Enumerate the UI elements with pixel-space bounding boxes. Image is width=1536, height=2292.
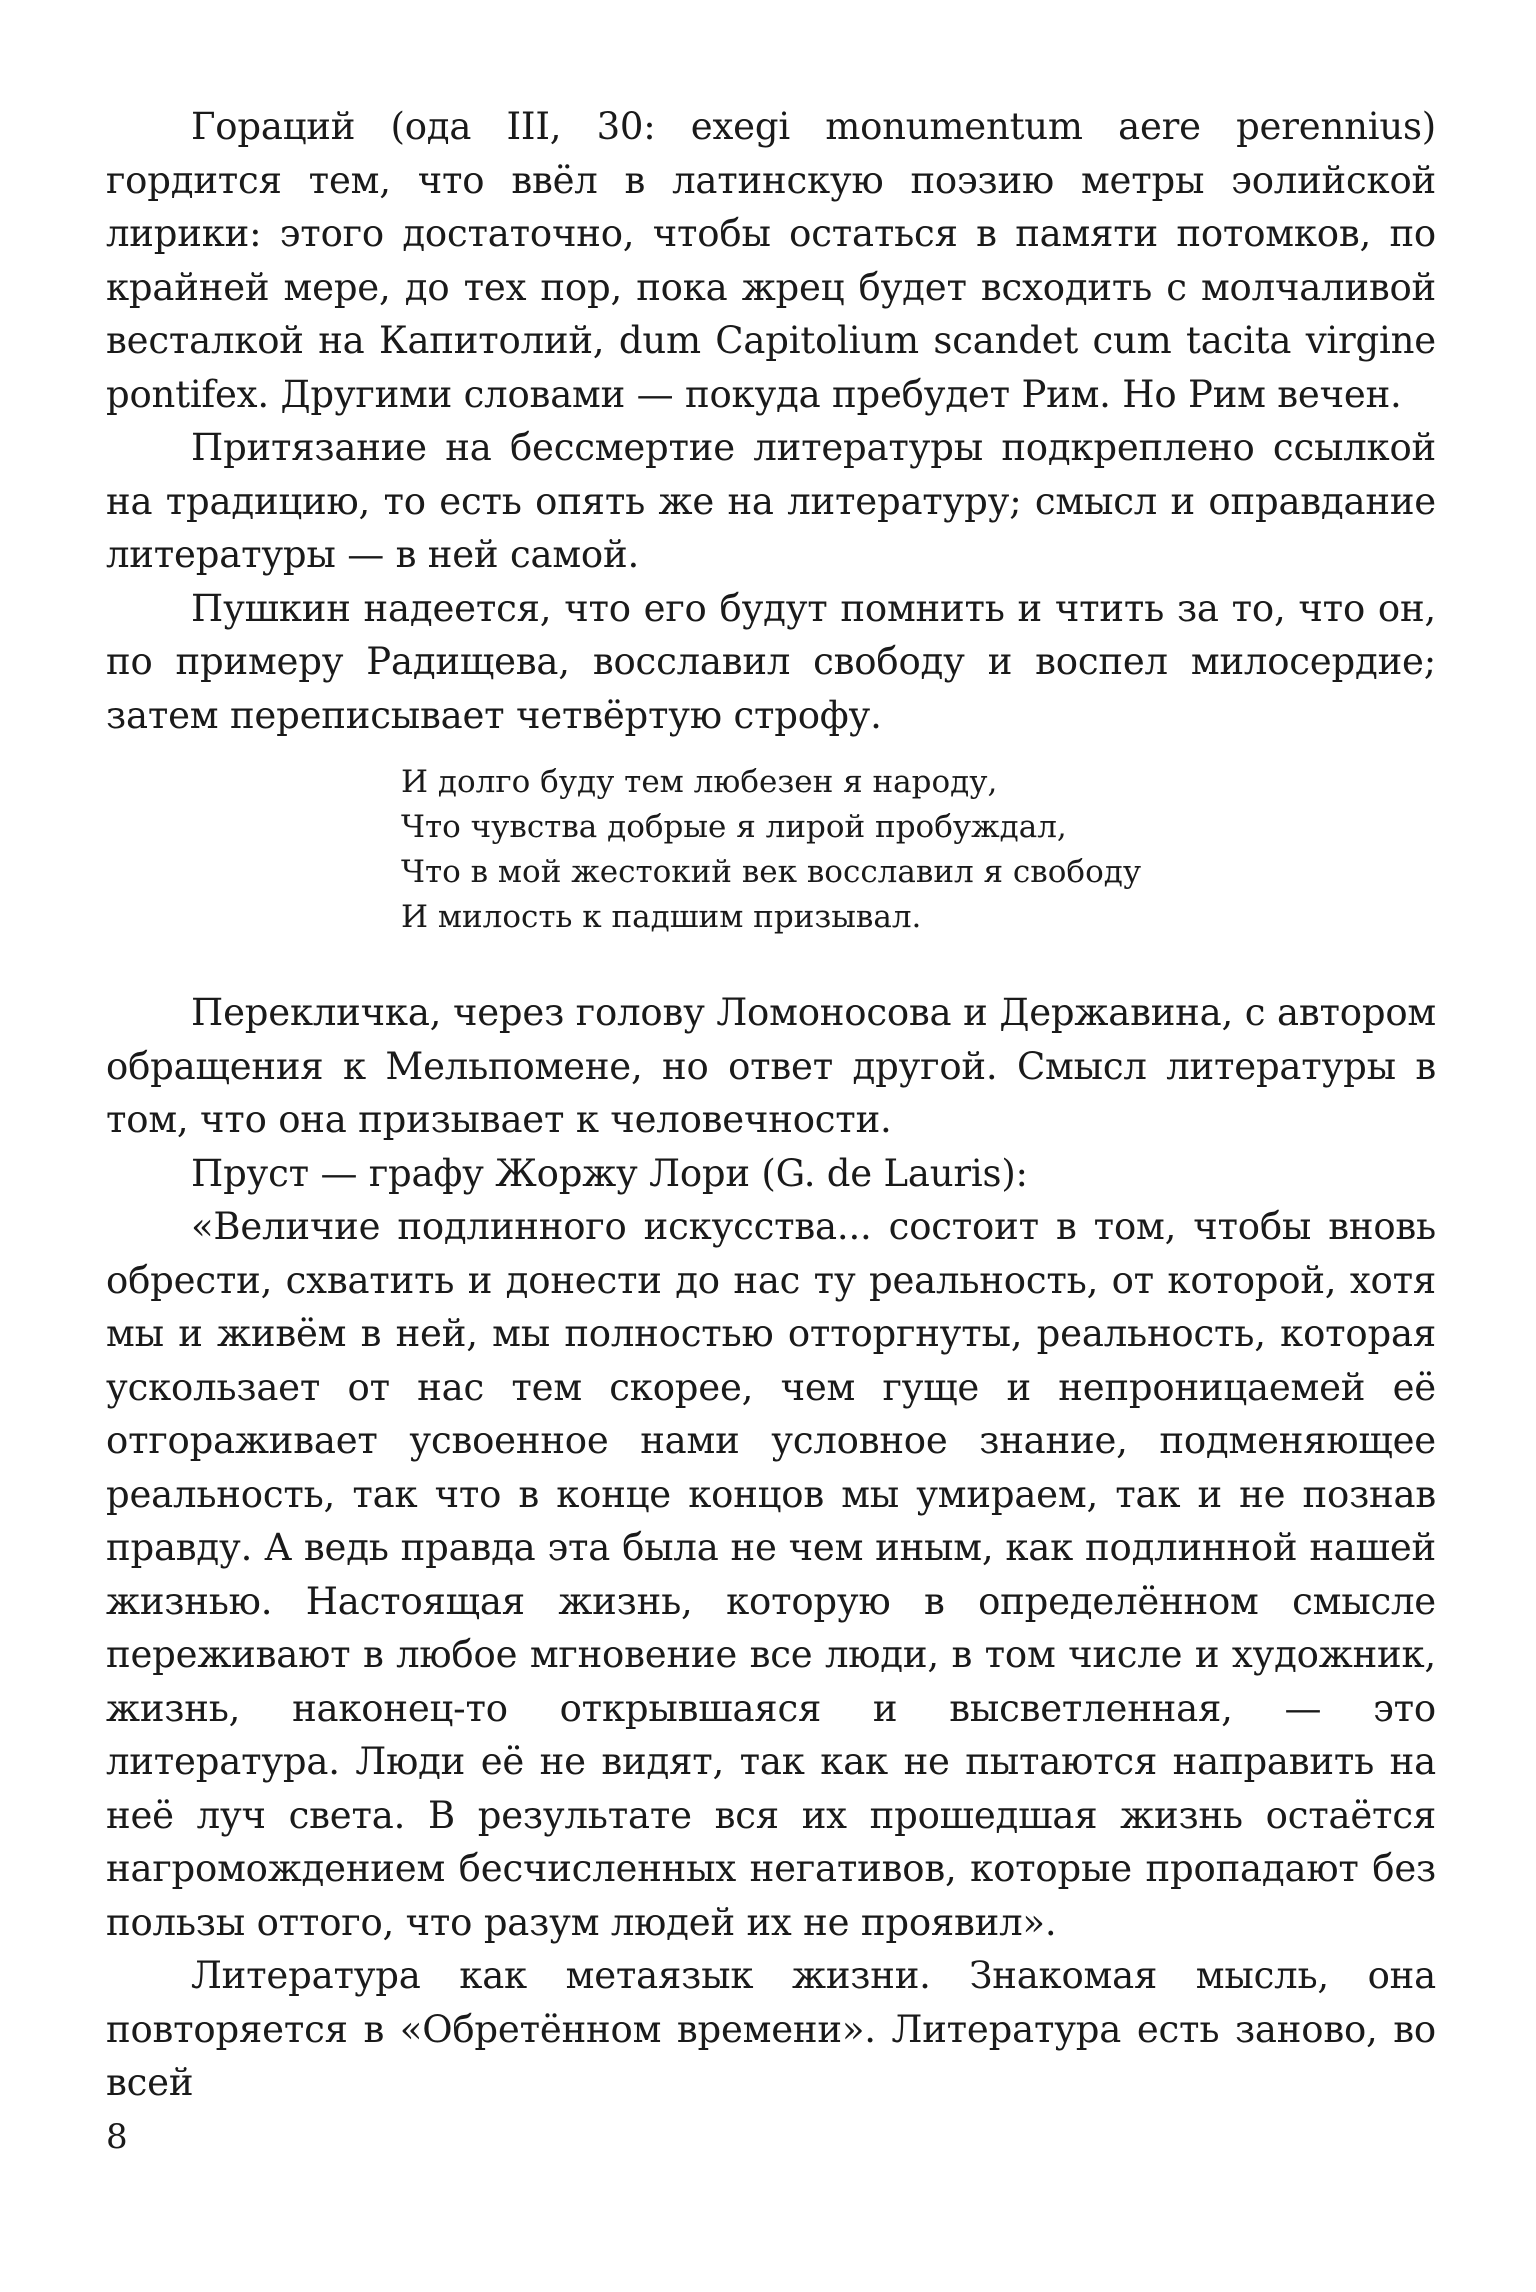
paragraph-pushkin: Пушкин надеется, что его будут помнить и чтить за то, что он, по примеру Радищева, восславил свободу и воспел милосердие; затем переписывает четвёртую строфу. bbox=[106, 586, 1436, 737]
paragraph-proust-quote: «Величие подлинного искусства... состоит в том, чтобы вновь обрести, схватить и донести до нас ту реальность, от которой, хотя мы и живём в ней, мы полностью отторгнуты, реальность, которая ускользает от нас тем скорее, чем гуще и непроницаемей её отгораживает усвоенное нами условное знание, подменяющее реальность, так что в конце концов мы умираем, так и не познав правду. А ведь правда эта была не чем иным, как подлинной нашей жизнью. Настоящая жизнь, которую в определённом смысле переживают в любое мгновение все люди, в том числе и художник, жизнь, наконец-то открывшаяся и высветленная, — это литература. Люди её не видят, так как не пытаются направить на неё луч света. В результате вся их прошедшая жизнь остаётся нагромождением бесчисленных негативов, которые пропадают без пользы оттого, что разум людей их не проявил». bbox=[106, 1205, 1436, 1944]
poem-quote bbox=[401, 760, 1436, 940]
poem-line: Что чувства добрые я лирой пробуждал, bbox=[401, 809, 1067, 845]
paragraph-immortality-claim: Притязание на бессмертие литературы подкреплено ссылкой на традицию, то есть опять же на литературу; смысл и оправдание литературы — в ней самой. bbox=[106, 426, 1436, 576]
poem-line: Что в мой жестокий век восславил я свободу bbox=[401, 854, 1142, 890]
page-body bbox=[106, 100, 1436, 2110]
paragraph-horace: Гораций (ода III, 30: exegi monumentum aere perennius) гордится тем, что ввёл в латинскую поэзию метры эолийской лирики: этого достаточно, чтобы остаться в памяти потомков, по крайней мере, до тех пор, пока жрец будет всходить с молчаливой весталкой на Капитолий, dum Capitolium scandet cum tacita virgine pontifex. Другими словами — покуда пребудет Рим. Но Рим вечен. bbox=[106, 105, 1436, 416]
page-number: 8 bbox=[106, 2117, 128, 2157]
poem-line: И милость к падшим призывал. bbox=[401, 899, 922, 935]
paragraph-rollcall: Перекличка, через голову Ломоносова и Державина, с автором обращения к Мельпомене, но ответ другой. Смысл литературы в том, что она призывает к человечности. bbox=[106, 991, 1436, 1141]
paragraph-metalanguage: Литература как метаязык жизни. Знакомая мысль, она повторяется в «Обретённом времени». Литература есть заново, во всей bbox=[106, 1954, 1436, 2104]
poem-line: И долго буду тем любезен я народу, bbox=[401, 764, 998, 800]
paragraph-proust-intro: Пруст — графу Жоржу Лори (G. de Lauris): bbox=[191, 1151, 1028, 1195]
